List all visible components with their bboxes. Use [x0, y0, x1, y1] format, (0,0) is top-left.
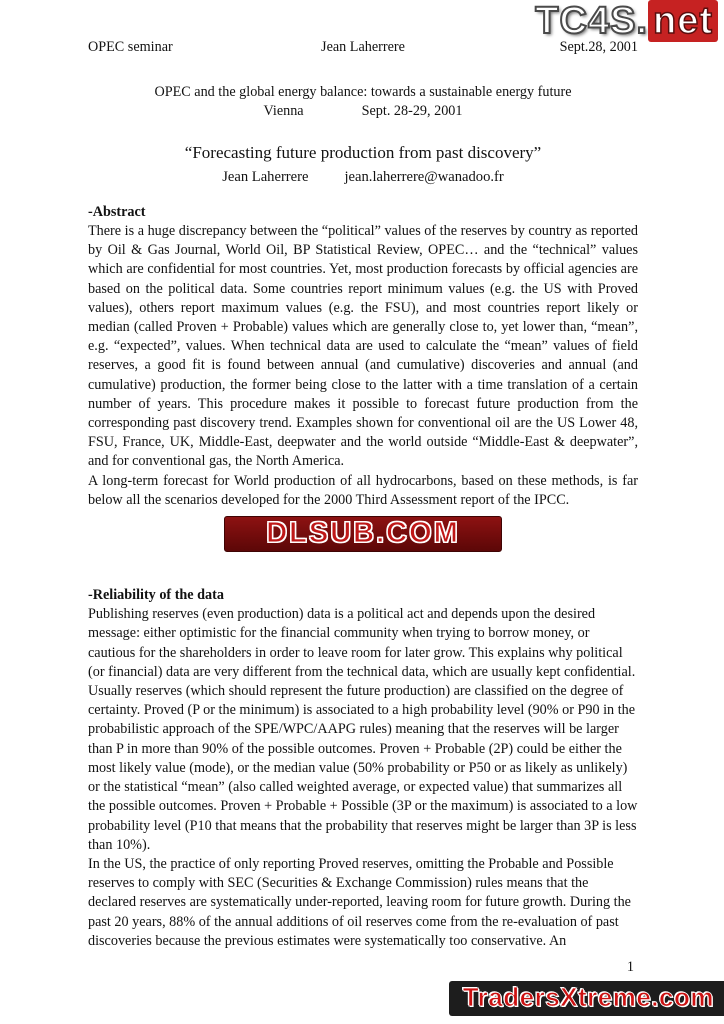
abstract-paragraph-2: A long-term forecast for World production of all hydrocarbons, based on these methods, is far below all the scenarios developed for the 2000 Third Assessment report of the IPCC.: [88, 472, 638, 508]
abstract-paragraph-1: There is a huge discrepancy between the “political” values of the reserves by country as reported by Oil & Gas Journal, World Oil, BP Statistical Review, OPEC… and the “technical” values which are confidential for most countries. Yet, most production forecasts by official agencies are based on the political data. Some countries report minimum values (e.g. the US with Proved values), others report maximum values (e.g. the FSU), and most countries report likely or median (called Proven + Probable) values which are generally close to, yet lower than, “mean”, e.g. “expected”, values. When technical data are used to calculate the “mean” values of field reserves, a good fit is found between annual (and cumulative) discoveries and annual (and cumulative) production, the former being close to the latter with a time translation of a certain number of years. This procedure makes it possible to forecast future production from the corresponding past discovery trend. Examples shown for conventional oil are the US Lower 48, FSU, France, UK, Middle-East, deepwater and the world outside “Middle-East & deepwater”, and for conventional gas, the North America.: [88, 223, 638, 470]
watermark-top-net: net: [648, 0, 718, 42]
conference-dates: Sept. 28-29, 2001: [361, 103, 463, 120]
conference-venue-line: [88, 102, 638, 121]
reliability-paragraph-1: Publishing reserves (even production) data is a political act and depends upon the desired message: either optimistic for the financial community when trying to borrow money, or cautious for the shareholders in order to leave room for later grow. This explains why political (or financial) data are very different from the technical data, which are usually kept confidential.: [88, 606, 636, 680]
reliability-paragraph-3: In the US, the practice of only reporting Proved reserves, omitting the Probable and Possible reserves to comply with SEC (Securities & Exchange Commission) rules means that the declared reserves are systematically under-reported, leaving room for future growth. During the past 20 years, 88% of the annual additions of oil reserves come from the re-evaluation of past discoveries because the previous estimates were systematically too conservative. An: [88, 855, 631, 949]
abstract-heading: -Abstract: [88, 203, 146, 220]
header-right: Sept.28, 2001: [559, 39, 638, 55]
page-number: 1: [626, 959, 634, 975]
header-left: OPEC seminar: [88, 39, 173, 55]
author-email: jean.laherrere@wanadoo.fr: [344, 168, 504, 185]
watermark-top-text: TC4S.: [535, 0, 648, 42]
watermark-banner-text: DLSUB.COM: [266, 517, 460, 550]
conference-title: OPEC and the global energy balance: towards a sustainable energy future: [154, 84, 572, 101]
conference-venue: Vienna: [263, 103, 304, 120]
reliability-paragraph-2: Usually reserves (which should represent the future production) are classified on the degree of certainty. Proved (P or the minimum) is associated to a high probability level (90% or P90 in the probabilistic approach of the SPE/WPC/AAPG rules) meaning that the reserves will be larger than P in more than 90% of the possible outcomes. Proven + Probable (2P) could be either the most likely value (mode), or the median value (50% probability or P50 or as likely as unlikely) or the statistical “mean” (also called weighted average, or expected value) that summarizes all the possible outcomes. Proven + Probable + Possible (3P or the maximum) is associated to a low probability level (P10 that means that the probability that reserves might be larger than 3P is less than 10%).: [88, 683, 638, 853]
page-content: [88, 38, 638, 951]
watermark-bottom: [449, 981, 724, 1016]
author-line: [88, 168, 638, 187]
header-center: Jean Laherrere: [321, 39, 405, 55]
paper-title: “Forecasting future production from past discovery”: [184, 142, 542, 162]
watermark-top: [535, 0, 718, 42]
watermark-banner: [224, 516, 502, 552]
reliability-heading: -Reliability of the data: [88, 587, 224, 604]
author-name: Jean Laherrere: [222, 168, 309, 185]
watermark-bottom-text: TradersXtreme.com: [462, 982, 714, 1012]
